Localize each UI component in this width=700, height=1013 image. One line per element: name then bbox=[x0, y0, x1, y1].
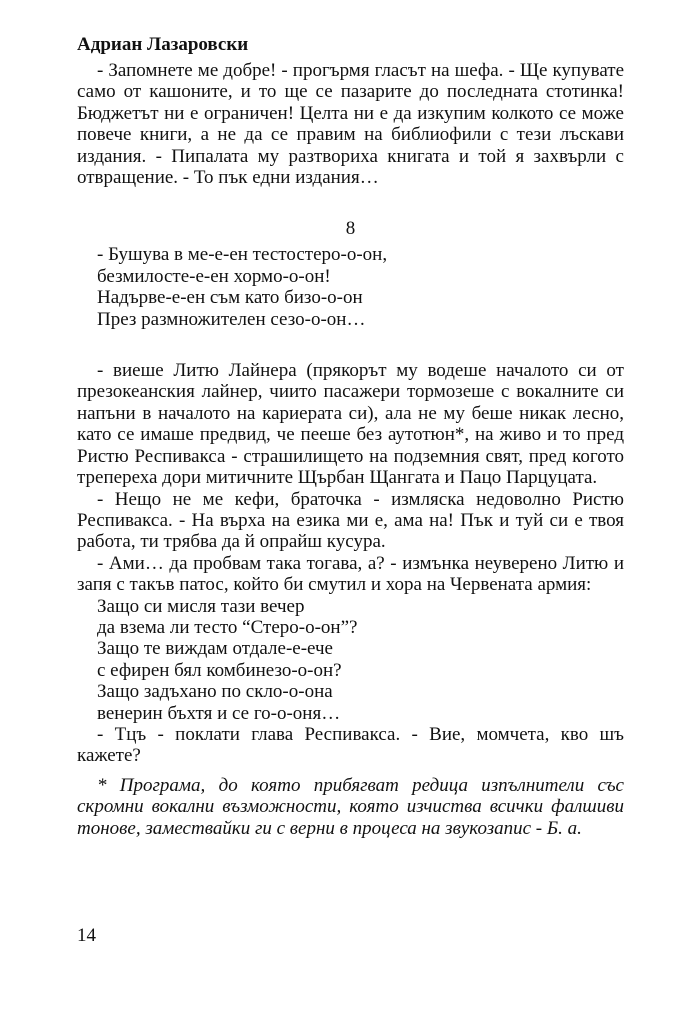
verse-line: да взема ли тесто “Стеро-о-он”? bbox=[97, 616, 358, 638]
paragraph-dialogue: - Тцъ - поклати глава Респивакса. - Вие, момчета, кво шъ кажете? bbox=[77, 723, 624, 767]
paragraph-dialogue: - Нещо не ме кефи, браточка - измляска недоволно Ристю Респивакса. - На върха на езика ми е, ама на! Пък и туй си е твоя работа, ти трябва да й опрайш кусура. bbox=[77, 488, 624, 553]
verse-line: с ефирен бял комбинезо-о-он? bbox=[97, 659, 342, 681]
verse-line: - Бушува в ме-е-ен тестостеро-о-он, bbox=[97, 244, 388, 266]
footnote: * Програма, до която прибягват редица изпълнители със скромни вокални възможности, която изчиства всички фалшиви тонове, замествайки ги с верни в процеса на звукозапис - Б. а. bbox=[77, 774, 624, 839]
paragraph-narration: - виеше Литю Лайнера (прякорът му водеше началото си от презокеанския лайнер, чиито пасажери тормозеше с вокалните си напъни в началото на кариерата си), ала не му беше никак лесно, като се имаше предвид, че пееше без аутотюн*, на живо и то пред Ристю Респивакса - страшилището на подземния свят, пред когото трепереха дори митичните Щърбан Щангата и Пацо Парцуцата. bbox=[77, 360, 624, 489]
verse-line: Надърве-е-ен съм като бизо-о-он bbox=[97, 287, 363, 309]
song-verse-2 bbox=[77, 596, 624, 724]
page-number: 14 bbox=[77, 925, 96, 946]
verse-line: През размножителен сезо-о-он… bbox=[97, 308, 366, 330]
running-header-author: Адриан Лазаровски bbox=[77, 34, 249, 55]
paragraph-dialogue: - Ами… да пробвам така тогава, а? - измънка неуверено Литю и запя с такъв патос, който би смутил и хора на Червената армия: bbox=[77, 552, 624, 596]
song-verse-1 bbox=[77, 244, 624, 330]
verse-line: безмилосте-е-ен хормо-о-он! bbox=[97, 265, 331, 287]
verse-line: Защо си мисля тази вечер bbox=[97, 595, 305, 617]
verse-line: венерин бъхтя и се го-о-оня… bbox=[97, 702, 341, 724]
section-spacer bbox=[77, 330, 624, 360]
verse-line: Защо те виждам отдале-е-ече bbox=[97, 638, 333, 660]
paragraph-boss-speech: - Запомнете ме добре! - прогърмя гласът на шефа. - Ще купувате само от кашоните, и то ще се пазарите до последната стотинка! Бюджетът ни е ограничен! Целта ни е да изкупим колкото се може повече книги, а не да се правим на библиофили с тези лъскави издания. - Пипалата му разтвориха книгата и той я захвърли с отвращение. - То пък едни издания… bbox=[77, 60, 624, 189]
page-body bbox=[77, 34, 624, 839]
verse-line: Защо задъхано по скло-о-она bbox=[97, 681, 333, 703]
section-number: 8 bbox=[345, 218, 356, 240]
